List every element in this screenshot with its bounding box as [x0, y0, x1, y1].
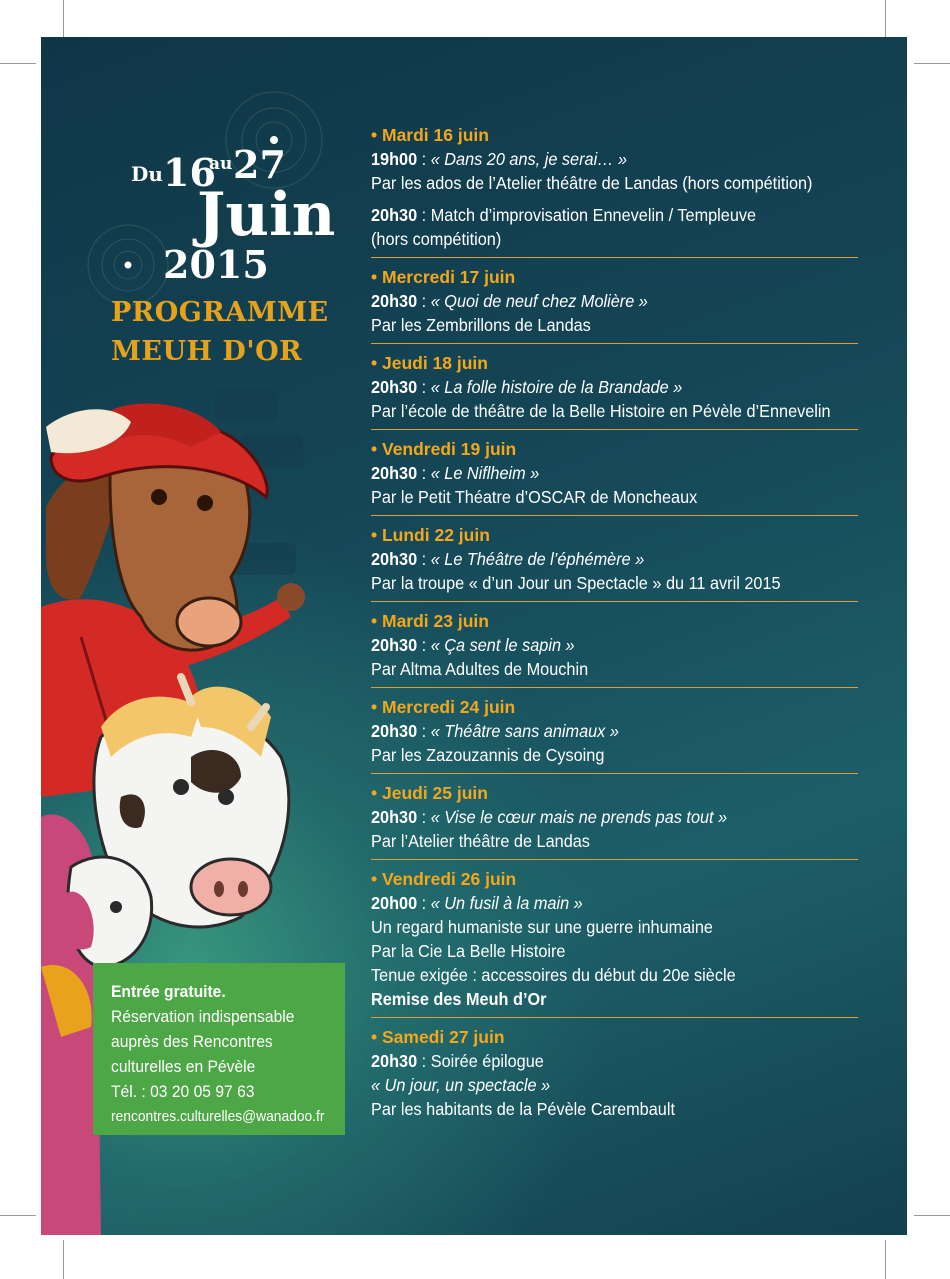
day-block: [371, 265, 858, 344]
event-time: 20h30: [371, 1051, 418, 1071]
program-title-line2: MEUH D'OR: [111, 336, 303, 367]
event-time: 20h30: [371, 291, 418, 311]
event-line: 20h30 : « Le Théâtre de l’éphémère »: [371, 549, 645, 569]
event-subtitle: « Un jour, un spectacle »: [371, 1075, 551, 1095]
day-title: • Mardi 23 juin: [371, 611, 489, 631]
program-title: [111, 293, 351, 371]
event-title: « Théâtre sans animaux »: [430, 721, 619, 741]
reservation-note: Réservation indispensable: [111, 1007, 295, 1026]
event-company: Par les Zembrillons de Landas: [371, 315, 591, 335]
event-company: Par les ados de l’Atelier théâtre de Landas (hors compétition): [371, 173, 813, 193]
day-title: • Lundi 22 juin: [371, 525, 490, 545]
date-start-day: 16: [163, 150, 216, 195]
crop-mark: [914, 1215, 950, 1216]
event-line: 20h00 : « Un fusil à la main »: [371, 893, 583, 913]
day-title: • Mardi 16 juin: [371, 125, 489, 145]
day-title: • Mercredi 24 juin: [371, 697, 516, 717]
day-title: • Vendredi 26 juin: [371, 869, 517, 889]
day-block: [371, 123, 858, 258]
event-company: Par l’école de théâtre de la Belle Histoire en Pévèle d’Ennevelin: [371, 401, 831, 421]
event-company: Par l’Atelier théâtre de Landas: [371, 831, 590, 851]
event-note: (hors compétition): [371, 229, 502, 249]
event-time: 20h30: [371, 721, 418, 741]
event-time: 20h30: [371, 807, 418, 827]
date-end-day: 27: [233, 142, 286, 187]
day-block: [371, 523, 858, 602]
day-title: • Jeudi 18 juin: [371, 353, 488, 373]
program-title-line1: PROGRAMME: [111, 297, 329, 328]
poster: [41, 37, 907, 1235]
crop-mark: [885, 1240, 886, 1279]
event-company: Par le Petit Théatre d’OSCAR de Moncheaux: [371, 487, 698, 507]
event-company: Par Altma Adultes de Mouchin: [371, 659, 589, 679]
crop-mark: [0, 63, 36, 64]
event-line: 20h30 : « Théâtre sans animaux »: [371, 721, 619, 741]
reservation-info-box: [93, 963, 345, 1135]
crop-mark: [914, 63, 950, 64]
event-title: « Le Niflheim »: [430, 463, 540, 483]
event-company: Par les habitants de la Pévèle Carembault: [371, 1099, 675, 1119]
day-block: [371, 351, 858, 430]
event-title: « Vise le cœur mais ne prends pas tout »: [430, 807, 728, 827]
schedule-list: [371, 123, 858, 1134]
reservation-note: culturelles en Pévèle: [111, 1057, 256, 1076]
event-company: Par les Zazouzannis de Cysoing: [371, 745, 605, 765]
date-au: au: [209, 154, 233, 174]
event-company: Par la Cie La Belle Histoire: [371, 941, 566, 961]
day-title: • Samedi 27 juin: [371, 1027, 505, 1047]
event-title: « Quoi de neuf chez Molière »: [430, 291, 648, 311]
event-time: 19h00: [371, 149, 418, 169]
event-line: 20h30 : « Le Niflheim »: [371, 463, 540, 483]
email-address: rencontres.culturelles@wanadoo.fr: [111, 1108, 325, 1125]
reservation-note: auprès des Rencontres: [111, 1032, 273, 1051]
date-du: Du: [131, 162, 163, 186]
day-title: • Mercredi 17 juin: [371, 267, 516, 287]
event-time: 20h30: [371, 463, 418, 483]
date-year: 2015: [163, 242, 269, 287]
event-title: « La folle histoire de la Brandade »: [430, 377, 683, 397]
crop-mark: [0, 1215, 36, 1216]
event-dress-code: Tenue exigée : accessoires du début du 20e siècle: [371, 965, 736, 985]
event-line: 20h30 : « La folle histoire de la Brandade »: [371, 377, 683, 397]
event-title: Soirée épilogue: [430, 1051, 544, 1071]
day-title: • Vendredi 19 juin: [371, 439, 517, 459]
crop-mark: [63, 1240, 64, 1279]
event-time: 20h30: [371, 549, 418, 569]
day-block: [371, 1025, 858, 1127]
day-block: [371, 781, 858, 860]
date-month: Juin: [197, 180, 336, 250]
event-time: 20h00: [371, 893, 418, 913]
event-line: 20h30 : « Vise le cœur mais ne prends pas tout »: [371, 807, 728, 827]
event-line: 20h30 : Match d’improvisation Ennevelin / Templeuve: [371, 205, 757, 225]
day-block: [371, 695, 858, 774]
event-company: Par la troupe « d’un Jour un Spectacle » du 11 avril 2015: [371, 573, 781, 593]
event-title: « Un fusil à la main »: [430, 893, 583, 913]
day-block: [371, 609, 858, 688]
day-block: [371, 437, 858, 516]
event-time: 20h30: [371, 205, 418, 225]
event-title: Match d’improvisation Ennevelin / Templeuve: [430, 205, 757, 225]
event-time: 20h30: [371, 635, 418, 655]
event-line: 20h30 : Soirée épilogue: [371, 1051, 544, 1071]
event-line: 19h00 : « Dans 20 ans, je serai… »: [371, 149, 628, 169]
free-entry-label: Entrée gratuite.: [111, 982, 226, 1001]
event-title: « Le Théâtre de l’éphémère »: [430, 549, 645, 569]
day-title: • Jeudi 25 juin: [371, 783, 488, 803]
event-award: Remise des Meuh d’Or: [371, 989, 547, 1009]
event-title: « Ça sent le sapin »: [430, 635, 575, 655]
day-block: [371, 867, 858, 1018]
event-description: Un regard humaniste sur une guerre inhumaine: [371, 917, 713, 937]
event-line: 20h30 : « Ça sent le sapin »: [371, 635, 575, 655]
phone-number: Tél. : 03 20 05 97 63: [111, 1082, 255, 1101]
event-title: « Dans 20 ans, je serai… »: [430, 149, 628, 169]
event-line: 20h30 : « Quoi de neuf chez Molière »: [371, 291, 648, 311]
event-time: 20h30: [371, 377, 418, 397]
